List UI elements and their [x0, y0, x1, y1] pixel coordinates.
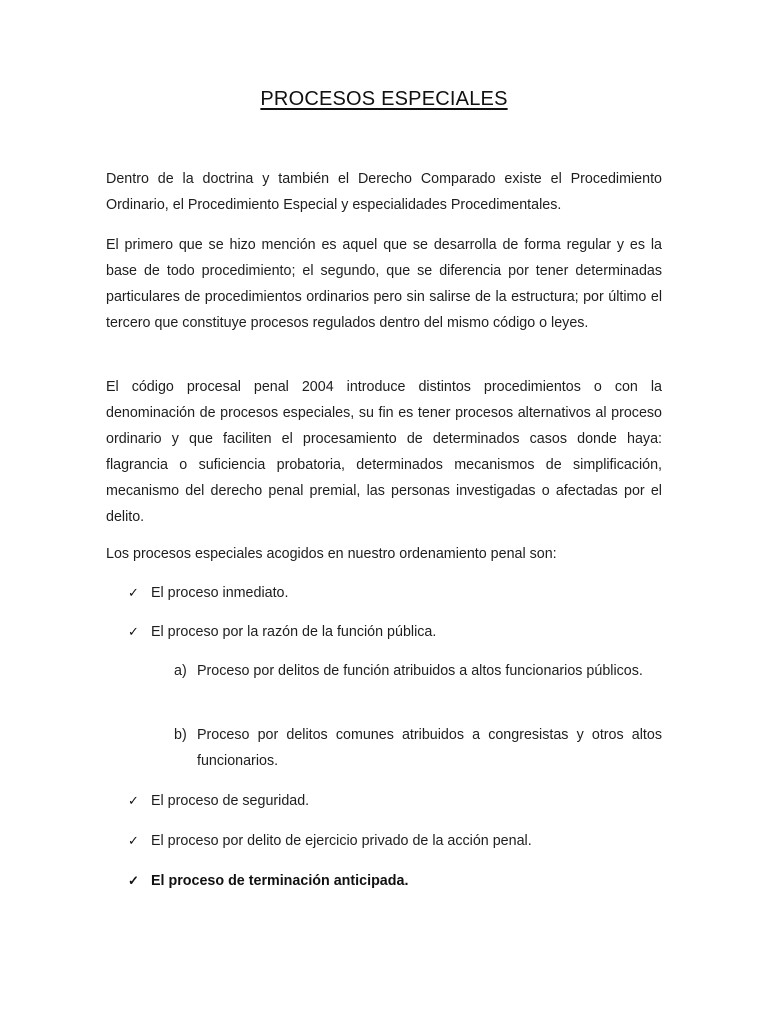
sub-list-text: Proceso por delitos de función atribuidos a altos funcionarios públicos. [197, 663, 643, 679]
sub-list-text: Proceso por delitos comunes atribuidos a congresistas y otros altos funcionarios. [197, 727, 662, 769]
list-item-bold [128, 868, 662, 894]
sub-list-marker: b) [174, 727, 187, 743]
list-item [128, 788, 662, 814]
checkmark-icon: ✓ [128, 793, 139, 808]
paragraph-explanation: El primero que se hizo mención es aquel que se desarrolla de forma regular y es la base de todo procedimiento; el segundo, que se diferencia por tener determinadas particulares de procedimientos ordinarios pero sin salirse de la estructura; por último el tercero que constituye procesos regulados dentro del mismo código o leyes. [106, 237, 662, 331]
list-item-text: El proceso por la razón de la función pública. [151, 624, 437, 640]
list-item-text: El proceso de seguridad. [151, 793, 310, 809]
sub-list-item [174, 722, 662, 774]
list-item-text: El proceso de terminación anticipada. [151, 873, 409, 889]
checkmark-icon: ✓ [128, 873, 139, 888]
document-title: PROCESOS ESPECIALES [260, 88, 508, 110]
list-item [128, 580, 662, 606]
checkmark-icon: ✓ [128, 624, 139, 639]
paragraph-code: El código procesal penal 2004 introduce distintos procedimientos o con la denominación de procesos especiales, su fin es tener procesos alternativos al proceso ordinario y que faciliten el procesamiento de determinados casos donde haya: flagrancia o suficiencia probatoria, determinados mecanismos de simplificación, mecanismo del derecho penal premial, las personas investigadas o afectadas por el delito. [106, 379, 662, 525]
paragraph-list-intro: Los procesos especiales acogidos en nuestro ordenamiento penal son: [106, 546, 557, 562]
sub-list-item [174, 658, 662, 684]
sub-list-marker: a) [174, 663, 187, 679]
list-item [128, 828, 662, 854]
paragraph-intro: Dentro de la doctrina y también el Derecho Comparado existe el Procedimiento Ordinario, el Procedimiento Especial y especialidades Procedimentales. [106, 171, 662, 213]
checkmark-icon: ✓ [128, 833, 139, 848]
list-item [128, 619, 662, 645]
checkmark-icon: ✓ [128, 585, 139, 600]
list-item-text: El proceso inmediato. [151, 585, 289, 601]
list-item-text: El proceso por delito de ejercicio privado de la acción penal. [151, 833, 532, 849]
